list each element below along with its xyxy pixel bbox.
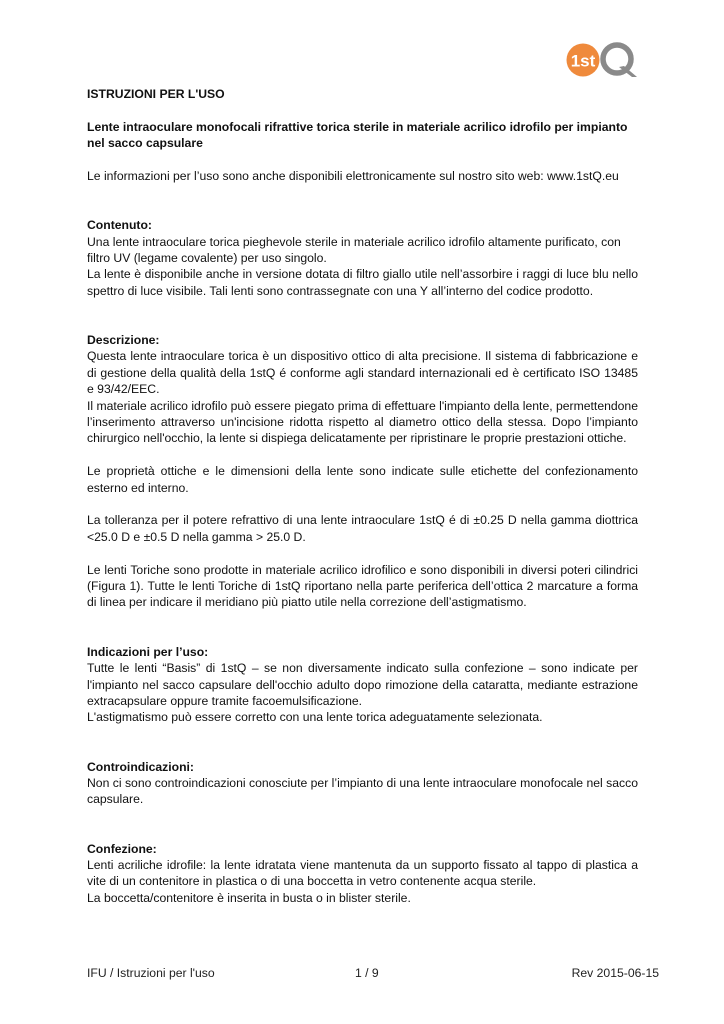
descrizione-paragraph-4: La tolleranza per il potere refrattivo di una lente intraoculare 1stQ é di ±0.25 D nella gamma diottrica <25.0 D e ±0.5 D nella gamma > 25.0 D. [87, 513, 638, 544]
company-logo [566, 42, 638, 78]
footer-revision: Rev 2015-06-15 [571, 966, 659, 980]
footer-document-name: IFU / Istruzioni per l'uso [87, 966, 215, 980]
descrizione-paragraph-3: Le proprietà ottiche e le dimensioni della lente sono indicate sulle etichette del confezionamento esterno ed interno. [87, 464, 638, 495]
footer-page-number: 1 / 9 [355, 966, 379, 980]
section-heading-descrizione: Descrizione: [87, 333, 160, 348]
document-title: ISTRUZIONI PER L'USO [87, 87, 225, 101]
logo-1st-text: 1st [570, 51, 596, 71]
page-footer [87, 966, 659, 982]
descrizione-paragraph-1: Questa lente intraoculare torica è un dispositivo ottico di alta precisione. Il sistema di fabbricazione e di gestione della qualità della 1stQ é conforme agli standard internazionali ed è certificato ISO 13485 e 93/42/EEC. [87, 349, 638, 397]
confezione-paragraph-2: La boccetta/contenitore è inserita in busta o in blister sterile. [87, 890, 411, 905]
section-heading-confezione: Confezione: [87, 841, 157, 856]
document-body [87, 86, 638, 906]
contenuto-paragraph-2: La lente è disponibile anche in versione dotata di filtro giallo utile nell’assorbire i raggi di luce blu nello spettro di luce visibile. Tali lenti sono contrassegnate con una Y all’interno del codice prodotto. [87, 267, 638, 298]
section-heading-indicazioni: Indicazioni per l’uso: [87, 644, 209, 659]
controindicazioni-paragraph-1: Non ci sono controindicazioni conosciute per l’impianto di una lente intraoculare monofocale nel sacco capsulare. [87, 775, 638, 807]
document-subtitle: Lente intraoculare monofocali rifrattive torica sterile in materiale acrilico idrofilo per impianto nel sacco capsulare [87, 119, 628, 151]
contenuto-paragraph-1: Una lente intraoculare torica pieghevole sterile in materiale acrilico idrofilo altamente purificato, con filtro UV (legame covalente) per uso singolo. [87, 234, 621, 266]
descrizione-paragraph-5: Le lenti Toriche sono prodotte in materiale acrilico idrofilico e sono disponibili in diversi poteri cilindrici (Figura 1). Tutte le lenti Toriche di 1stQ riportano nella parte periferica dell’ottica 2 marcature a forma di linea per indicare il meridiano più piatto utile nella correzione dell’astigmatismo. [87, 562, 638, 610]
indicazioni-paragraph-2: L'astigmatismo può essere corretto con una lente torica adeguatamente selezionata. [87, 710, 543, 725]
confezione-paragraph-1: Lenti acriliche idrofile: la lente idratata viene mantenuta da un supporto fissato al tappo di plastica a vite di un contenitore in plastica o di una boccetta in vetro contenente acqua sterile. [87, 857, 638, 889]
intro-text: Le informazioni per l’uso sono anche disponibili elettronicamente sul nostro sito web: www.1stQ.eu [87, 169, 619, 183]
section-heading-controindicazioni: Controindicazioni: [87, 759, 194, 774]
section-heading-contenuto: Contenuto: [87, 218, 152, 233]
indicazioni-paragraph-1: Tutte le lenti “Basis” di 1stQ – se non diversamente indicato sulla confezione – sono indicate per l'impianto nel sacco capsulare dell'occhio adulto dopo rimozione della cataratta, mediante estrazione extracapsulare oppure tramite facoemulsificazione. [87, 661, 638, 708]
descrizione-paragraph-2: Il materiale acrilico idrofilo può essere piegato prima di effettuare l'impianto della lente, permettendone l’inserimento attraverso un'incisione ridotta rispetto al diametro ottico della stessa. Dopo l’impianto chirurgico nell'occhio, la lente si dispiega delicatamente per ripristinare le proprie prestazioni ottiche. [87, 398, 638, 446]
